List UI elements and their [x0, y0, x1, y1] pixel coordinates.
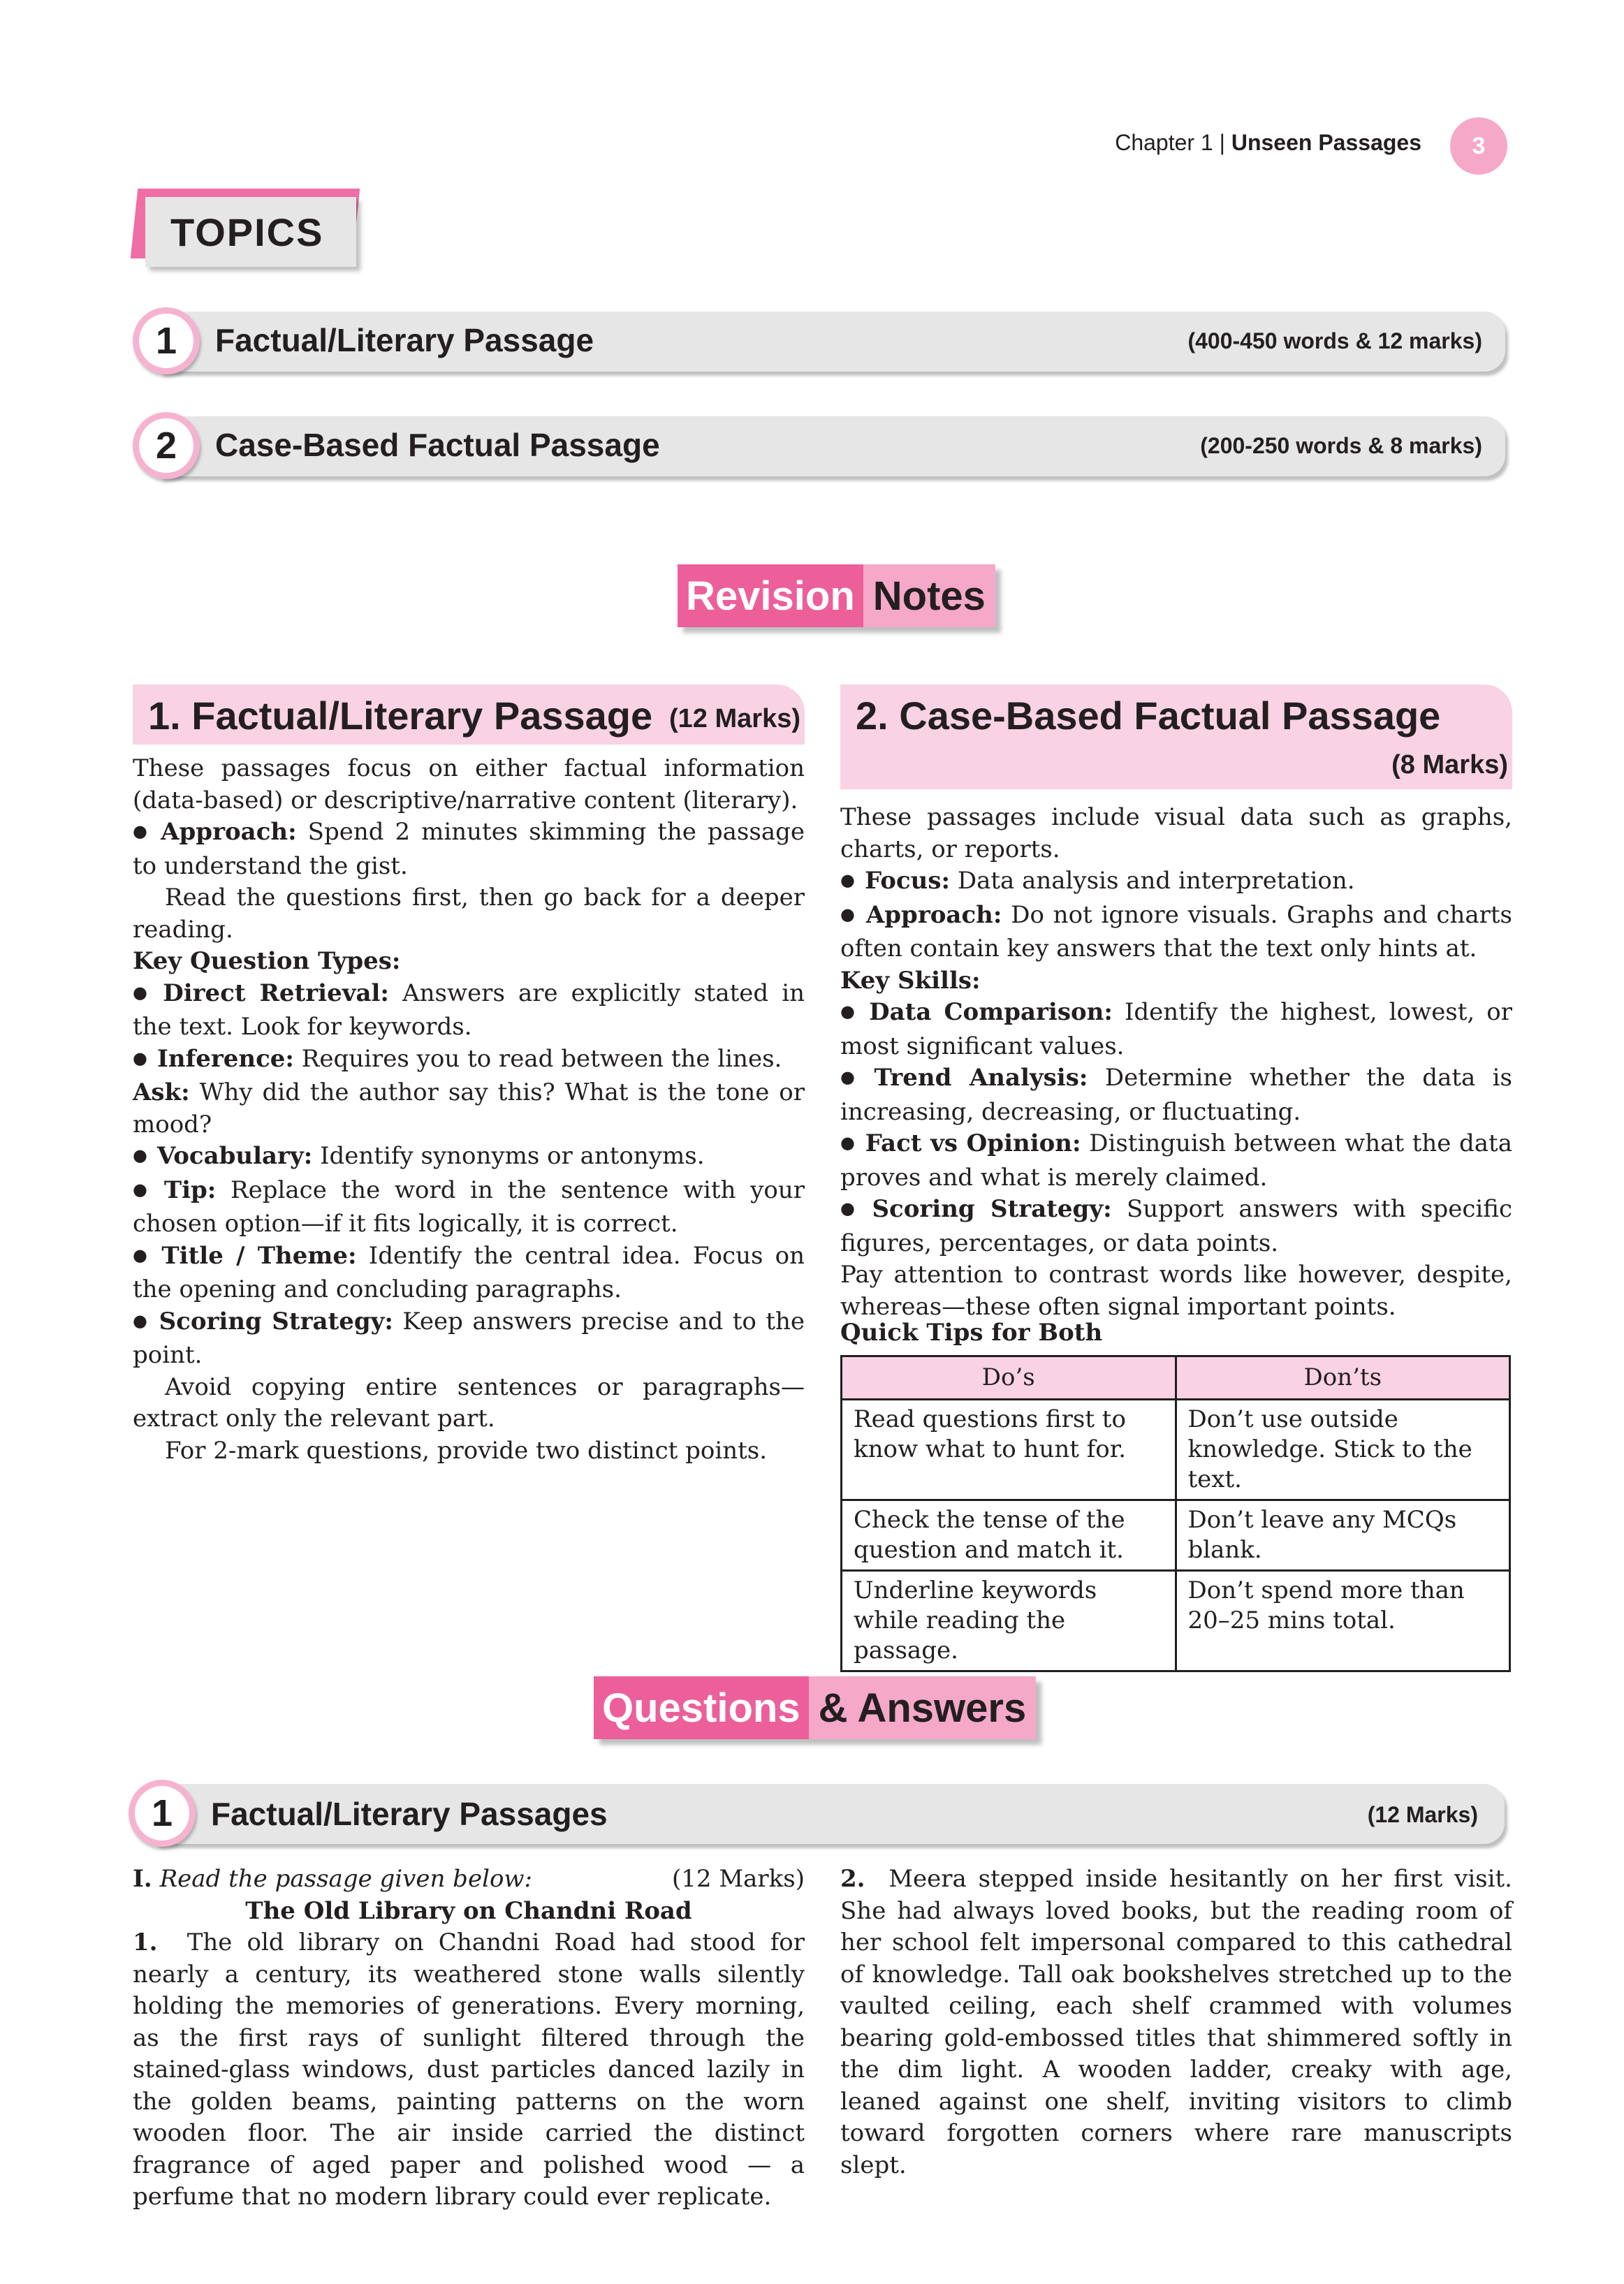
read-first-text: Read the questions first, then go back for a deeper reading.	[133, 884, 805, 944]
direct-retrieval-item: ● Direct Retrieval: Answers are explicitly stated in the text. Look for keywords.	[133, 978, 805, 1044]
revision-label: Revision	[678, 564, 863, 627]
right-section-title: 2. Case-Based Factual Passage	[856, 694, 1441, 738]
notes-label: Notes	[863, 564, 995, 627]
inference-item: ● Inference: Requires you to read between the lines.	[133, 1044, 805, 1078]
topic-title: Case-Based Factual Passage	[215, 427, 660, 463]
right-intro: These passages include visual data such as graphs, charts, or reports.	[840, 803, 1512, 863]
table-cell: Read questions first to know what to hunt for.	[842, 1400, 1176, 1500]
right-section-marks: (8 Marks)	[1391, 750, 1508, 779]
trend-analysis-item: ● Trend Analysis: Determine whether the data is increasing, decreasing, or fluctuating.	[840, 1062, 1512, 1128]
fact-opinion-item: ● Fact vs Opinion: Distinguish between what the data proves and what is merely claimed.	[840, 1128, 1512, 1194]
left-section-body	[133, 753, 805, 1467]
data-comparison-item: ● Data Comparison: Identify the highest, lowest, or most significant values.	[840, 997, 1512, 1062]
table-row	[842, 1571, 1510, 1671]
page-number-badge: 3	[1450, 117, 1507, 175]
topic-row-1	[133, 307, 1509, 374]
avoid-text: Avoid copying entire sentences or paragraphs—extract only the relevant part.	[133, 1372, 805, 1433]
left-section-marks: (12 Marks)	[669, 704, 800, 733]
passage-paragraph-2: 2. Meera stepped inside hesitantly on her first visit. She had always loved books, but the reading room of her school felt impersonal compared to this cathedral of knowledge. Tall oak bookshelves stretched up to the vaulted ceiling, each shelf crammed with volumes bearing gold-embossed titles that shimmered softly in the dim light. A wooden ladder, creaky with age, leaned against one shelf, inviting visitors to climb toward forgotten corners where rare manuscripts slept.	[840, 1865, 1512, 2179]
table-row	[842, 1400, 1510, 1500]
tip-item: ● Tip: Replace the word in the sentence with your chosen option—if it fits logically, it is correct.	[133, 1175, 805, 1240]
topic-title: Factual/Literary Passages	[211, 1796, 608, 1832]
topic-number: 1	[133, 307, 200, 374]
revision-notes-heading	[678, 564, 995, 627]
key-skills: Key Skills:	[840, 966, 981, 995]
chapter-label: Chapter 1	[1115, 130, 1213, 155]
running-header	[1115, 130, 1421, 156]
quick-tips-table	[840, 1355, 1511, 1672]
question-numeral: I.	[133, 1865, 152, 1893]
header-separator: |	[1219, 130, 1225, 155]
approach-item: ● Approach: Do not ignore visuals. Graphs and charts often contain key answers that the text only hints at.	[840, 900, 1512, 965]
left-section-title: 1. Factual/Literary Passage	[148, 694, 653, 738]
question-right-column	[840, 1864, 1512, 2181]
left-section-header	[133, 685, 805, 745]
left-intro: These passages focus on either factual information (data-based) or descriptive/narrative content (literary).	[133, 754, 805, 814]
answers-label: & Answers	[809, 1676, 1037, 1739]
table-cell: Underline keywords while reading the passage.	[842, 1571, 1176, 1671]
question-left-column	[133, 1864, 805, 2213]
chapter-title: Unseen Passages	[1231, 130, 1421, 155]
passage-title: The Old Library on Chandni Road	[245, 1896, 692, 1925]
questions-label: Questions	[594, 1676, 809, 1739]
approach-item: ● Approach: Spend 2 minutes skimming the passage to understand the gist.	[133, 817, 805, 882]
right-section-body	[840, 802, 1512, 1323]
topic-title: Factual/Literary Passage	[215, 322, 594, 358]
table-header: Do’s	[842, 1356, 1176, 1400]
focus-item: ● Focus: Data analysis and interpretation.	[840, 865, 1512, 900]
table-header: Don’ts	[1176, 1356, 1510, 1400]
topic-marks: (200-250 words & 8 marks)	[1200, 433, 1482, 458]
qa-topic-row	[129, 1778, 1509, 1848]
topic-number: 1	[129, 1780, 196, 1847]
topics-label: TOPICS	[145, 197, 356, 267]
question-instruction-row	[133, 1864, 805, 1896]
vocabulary-item: ● Vocabulary: Identify synonyms or antonyms.	[133, 1141, 805, 1175]
quick-tips-title: Quick Tips for Both	[840, 1319, 1103, 1347]
scoring-strategy-item: ● Scoring Strategy: Keep answers precise and to the point.	[133, 1306, 805, 1372]
questions-answers-heading	[594, 1676, 1036, 1739]
table-cell: Check the tense of the question and match it.	[842, 1500, 1176, 1571]
table-header-row	[842, 1356, 1510, 1400]
contrast-text: Pay attention to contrast words like however, despite, whereas—these often signal important points.	[840, 1261, 1512, 1321]
table-cell: Don’t use outside knowledge. Stick to the text.	[1176, 1400, 1510, 1500]
table-row	[842, 1500, 1510, 1571]
passage-paragraph-1: 1. The old library on Chandni Road had stood for nearly a century, its weathered stone walls silently holding the memories of generations. Every morning, as the first rays of sunlight filtered through the stained-glass windows, dust particles danced lazily in the golden beams, painting patterns on the worn wooden floor. The air inside carried the distinct fragrance of aged paper and polished wood — a perfume that no modern library could ever replicate.	[133, 1928, 805, 2211]
topic-row-2	[133, 412, 1509, 479]
question-marks: (12 Marks)	[672, 1865, 805, 1893]
two-mark-text: For 2-mark questions, provide two distinct points.	[165, 1436, 768, 1465]
topics-heading	[134, 189, 356, 268]
scoring-strategy-item: ● Scoring Strategy: Support answers with specific figures, percentages, or data points.	[840, 1194, 1512, 1259]
topic-marks: (12 Marks)	[1367, 1802, 1478, 1827]
topic-number: 2	[133, 412, 200, 479]
question-instruction: Read the passage given below:	[159, 1865, 532, 1893]
table-cell: Don’t spend more than 20–25 mins total.	[1176, 1571, 1510, 1671]
ask-item: Ask: Why did the author say this? What is the tone or mood?	[133, 1078, 805, 1139]
topic-marks: (400-450 words & 12 marks)	[1187, 328, 1482, 353]
title-theme-item: ● Title / Theme: Identify the central idea. Focus on the opening and concluding paragraphs.	[133, 1240, 805, 1306]
right-section-header	[840, 685, 1512, 789]
table-cell: Don’t leave any MCQs blank.	[1176, 1500, 1510, 1571]
key-question-types: Key Question Types:	[133, 947, 401, 975]
